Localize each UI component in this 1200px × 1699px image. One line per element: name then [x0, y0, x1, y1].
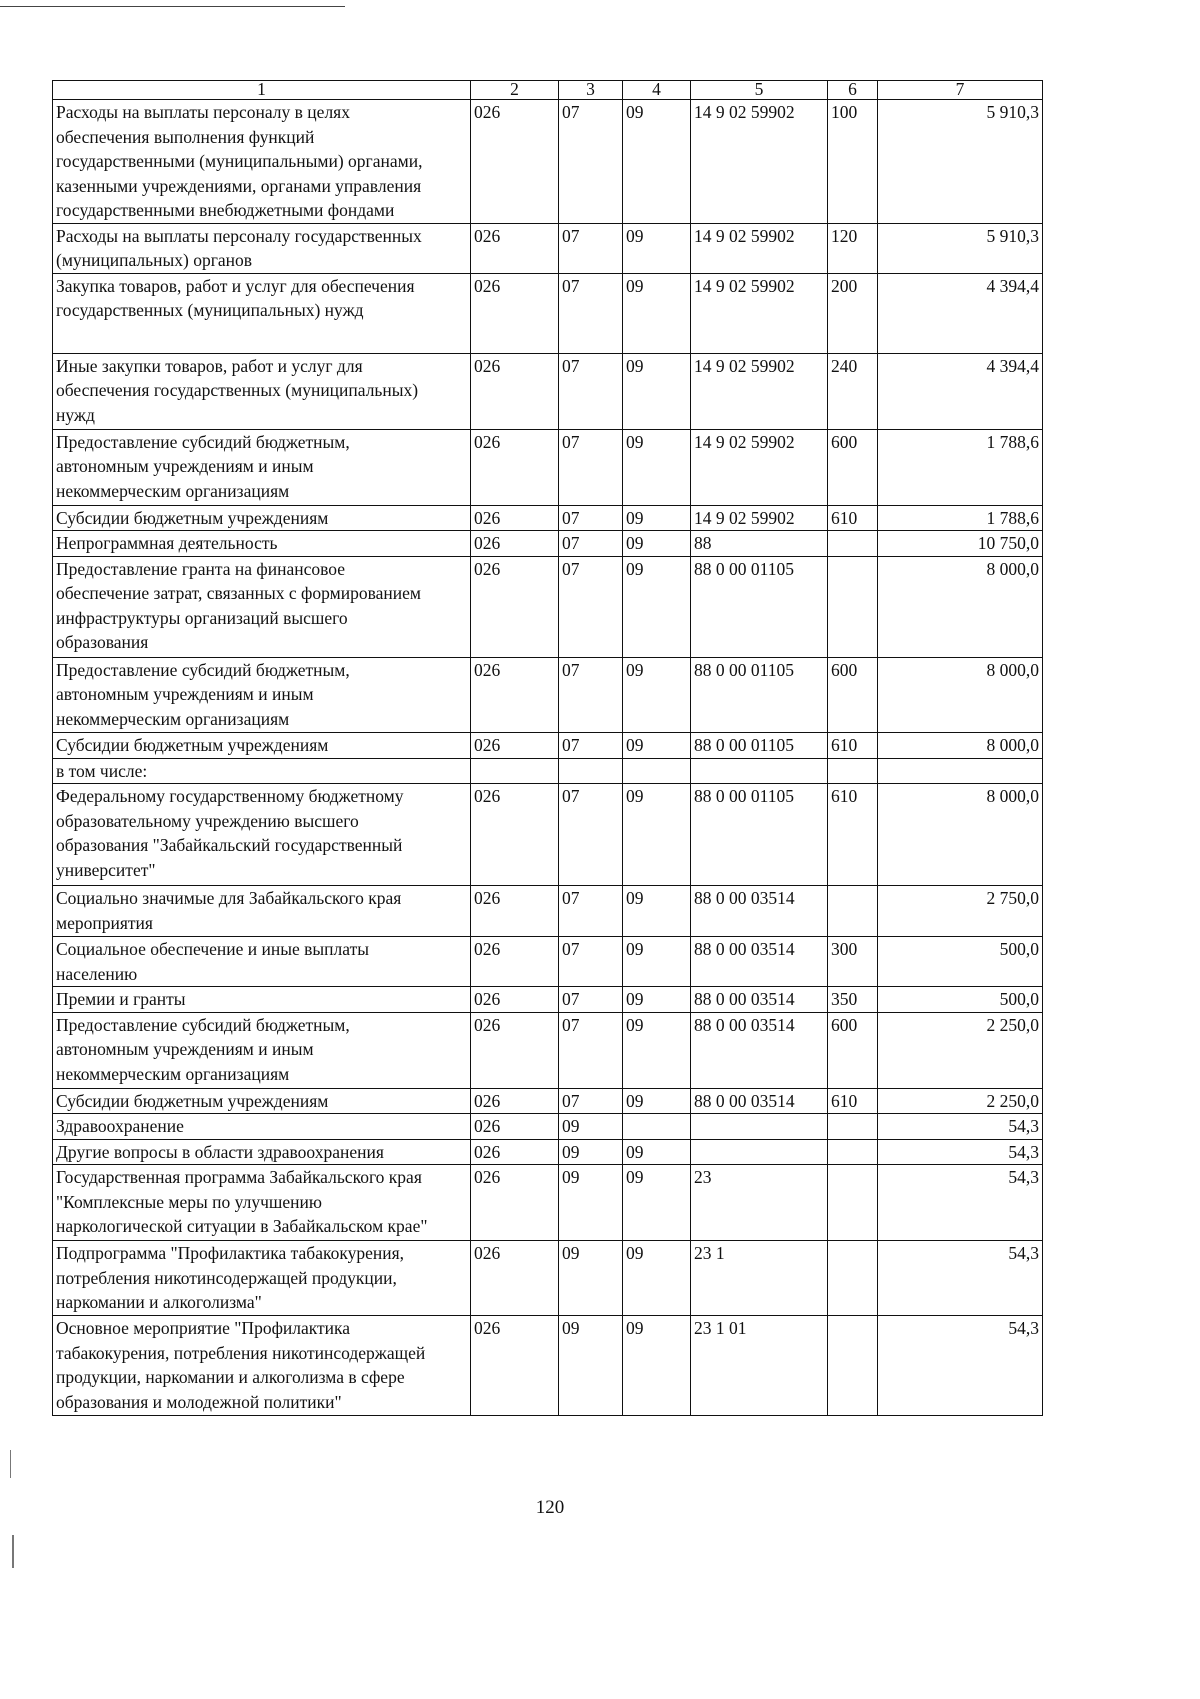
subsection-code-cell: 09	[623, 531, 691, 557]
row-name-cell: Расходы на выплаты персоналу государственных (муниципальных) органов	[53, 223, 471, 273]
target-article-cell: 88 0 00 03514	[691, 886, 828, 937]
expense-type-cell: 600	[828, 657, 878, 732]
expense-type-cell: 300	[828, 937, 878, 987]
subsection-code-cell: 09	[623, 1012, 691, 1088]
grbs-code-cell: 026	[471, 1088, 559, 1114]
section-code-cell: 07	[559, 886, 623, 937]
section-code-cell: 09	[559, 1165, 623, 1241]
expense-type-cell	[828, 758, 878, 784]
target-article-cell: 88 0 00 01105	[691, 732, 828, 758]
grbs-code-cell: 026	[471, 1012, 559, 1088]
column-header: 1	[53, 81, 471, 100]
row-name-cell: Социальное обеспечение и иные выплаты населению	[53, 937, 471, 987]
row-name-cell: Премии и гранты	[53, 987, 471, 1013]
subsection-code-cell: 09	[623, 1165, 691, 1241]
subsection-code-cell: 09	[623, 223, 691, 273]
grbs-code-cell: 026	[471, 1165, 559, 1241]
target-article-cell: 14 9 02 59902	[691, 100, 828, 224]
grbs-code-cell: 026	[471, 1139, 559, 1165]
row-name-cell: Социально значимые для Забайкальского края мероприятия	[53, 886, 471, 937]
subsection-code-cell: 09	[623, 100, 691, 224]
table-row	[53, 732, 1043, 758]
table-row	[53, 531, 1043, 557]
section-code-cell: 07	[559, 505, 623, 531]
section-code-cell: 07	[559, 784, 623, 886]
subsection-code-cell	[623, 758, 691, 784]
row-name-cell: Федеральному государственному бюджетному образовательному учреждению высшего образования "Забайкальский государственный университет"	[53, 784, 471, 886]
table-row	[53, 987, 1043, 1013]
column-header: 3	[559, 81, 623, 100]
table-row	[53, 353, 1043, 429]
target-article-cell: 23	[691, 1165, 828, 1241]
target-article-cell: 14 9 02 59902	[691, 505, 828, 531]
amount-cell: 5 910,3	[878, 223, 1043, 273]
grbs-code-cell: 026	[471, 273, 559, 353]
section-code-cell: 07	[559, 273, 623, 353]
row-name-cell: Предоставление субсидий бюджетным, автономным учреждениям и иным некоммерческим организациям	[53, 429, 471, 505]
table-row	[53, 1139, 1043, 1165]
target-article-cell	[691, 1114, 828, 1140]
target-article-cell: 14 9 02 59902	[691, 353, 828, 429]
table-row	[53, 784, 1043, 886]
section-code-cell: 09	[559, 1139, 623, 1165]
grbs-code-cell: 026	[471, 1114, 559, 1140]
header-row	[53, 81, 1043, 100]
subsection-code-cell: 09	[623, 657, 691, 732]
table-row	[53, 100, 1043, 224]
table-row	[53, 1241, 1043, 1316]
table-row	[53, 505, 1043, 531]
section-code-cell: 07	[559, 1088, 623, 1114]
section-code-cell: 07	[559, 223, 623, 273]
grbs-code-cell: 026	[471, 937, 559, 987]
table-row	[53, 1165, 1043, 1241]
grbs-code-cell: 026	[471, 531, 559, 557]
amount-cell: 1 788,6	[878, 429, 1043, 505]
expense-type-cell: 200	[828, 273, 878, 353]
section-code-cell: 07	[559, 100, 623, 224]
target-article-cell	[691, 1139, 828, 1165]
subsection-code-cell: 09	[623, 732, 691, 758]
subsection-code-cell: 09	[623, 429, 691, 505]
section-code-cell: 09	[559, 1316, 623, 1416]
grbs-code-cell: 026	[471, 100, 559, 224]
amount-cell: 500,0	[878, 937, 1043, 987]
section-code-cell: 09	[559, 1114, 623, 1140]
grbs-code-cell: 026	[471, 353, 559, 429]
expense-type-cell: 600	[828, 1012, 878, 1088]
target-article-cell: 88 0 00 01105	[691, 556, 828, 657]
target-article-cell: 23 1 01	[691, 1316, 828, 1416]
subsection-code-cell: 09	[623, 1241, 691, 1316]
section-code-cell: 07	[559, 657, 623, 732]
amount-cell	[878, 758, 1043, 784]
expense-type-cell: 100	[828, 100, 878, 224]
row-name-cell: Государственная программа Забайкальского края "Комплексные меры по улучшению наркологической ситуации в Забайкальском крае"	[53, 1165, 471, 1241]
expense-type-cell: 120	[828, 223, 878, 273]
amount-cell: 500,0	[878, 987, 1043, 1013]
row-name-cell: Иные закупки товаров, работ и услуг для обеспечения государственных (муниципальных) нужд	[53, 353, 471, 429]
grbs-code-cell: 026	[471, 429, 559, 505]
target-article-cell: 14 9 02 59902	[691, 273, 828, 353]
amount-cell: 8 000,0	[878, 556, 1043, 657]
table-row	[53, 1088, 1043, 1114]
target-article-cell: 88 0 00 01105	[691, 657, 828, 732]
amount-cell: 1 788,6	[878, 505, 1043, 531]
row-name-cell: Субсидии бюджетным учреждениям	[53, 505, 471, 531]
expense-type-cell: 240	[828, 353, 878, 429]
scan-edge-mark	[12, 1535, 14, 1568]
target-article-cell: 88 0 00 03514	[691, 987, 828, 1013]
amount-cell: 54,3	[878, 1316, 1043, 1416]
amount-cell: 8 000,0	[878, 657, 1043, 732]
section-code-cell: 07	[559, 353, 623, 429]
grbs-code-cell: 026	[471, 657, 559, 732]
table-row	[53, 886, 1043, 937]
expense-type-cell: 610	[828, 784, 878, 886]
amount-cell: 8 000,0	[878, 732, 1043, 758]
subsection-code-cell: 09	[623, 556, 691, 657]
amount-cell: 5 910,3	[878, 100, 1043, 224]
row-name-cell: Расходы на выплаты персоналу в целях обеспечения выполнения функций государственными (муниципальными) органами, казенными учреждениями, органами управления государственными внебюджетными фондами	[53, 100, 471, 224]
expense-type-cell	[828, 1139, 878, 1165]
grbs-code-cell: 026	[471, 556, 559, 657]
table-row	[53, 223, 1043, 273]
expense-type-cell: 610	[828, 1088, 878, 1114]
subsection-code-cell: 09	[623, 987, 691, 1013]
subsection-code-cell: 09	[623, 353, 691, 429]
subsection-code-cell: 09	[623, 1139, 691, 1165]
table-row	[53, 937, 1043, 987]
amount-cell: 8 000,0	[878, 784, 1043, 886]
expense-type-cell	[828, 1316, 878, 1416]
section-code-cell: 07	[559, 987, 623, 1013]
expense-type-cell	[828, 1241, 878, 1316]
target-article-cell	[691, 758, 828, 784]
grbs-code-cell: 026	[471, 1316, 559, 1416]
amount-cell: 54,3	[878, 1165, 1043, 1241]
table-row	[53, 1114, 1043, 1140]
subsection-code-cell: 09	[623, 937, 691, 987]
expense-type-cell: 610	[828, 732, 878, 758]
table-row	[53, 758, 1043, 784]
row-name-cell: Предоставление субсидий бюджетным, автономным учреждениям и иным некоммерческим организациям	[53, 1012, 471, 1088]
target-article-cell: 88 0 00 03514	[691, 1088, 828, 1114]
grbs-code-cell: 026	[471, 1241, 559, 1316]
row-name-cell: Основное мероприятие "Профилактика табакокурения, потребления никотинсодержащей продукции, наркомании и алкоголизма в сфере образования и молодежной политики"	[53, 1316, 471, 1416]
expense-type-cell	[828, 556, 878, 657]
grbs-code-cell: 026	[471, 886, 559, 937]
expense-type-cell	[828, 531, 878, 557]
amount-cell: 4 394,4	[878, 353, 1043, 429]
scan-top-line	[0, 6, 345, 7]
table-row	[53, 1316, 1043, 1416]
grbs-code-cell: 026	[471, 987, 559, 1013]
table-row	[53, 273, 1043, 353]
grbs-code-cell: 026	[471, 505, 559, 531]
expense-type-cell	[828, 1165, 878, 1241]
section-code-cell	[559, 758, 623, 784]
row-name-cell: Субсидии бюджетным учреждениям	[53, 732, 471, 758]
table-row	[53, 657, 1043, 732]
section-code-cell: 09	[559, 1241, 623, 1316]
amount-cell: 10 750,0	[878, 531, 1043, 557]
row-name-cell: Подпрограмма "Профилактика табакокурения, потребления никотинсодержащей продукции, наркомании и алкоголизма"	[53, 1241, 471, 1316]
section-code-cell: 07	[559, 429, 623, 505]
column-header: 7	[878, 81, 1043, 100]
target-article-cell: 88 0 00 01105	[691, 784, 828, 886]
row-name-cell: Другие вопросы в области здравоохранения	[53, 1139, 471, 1165]
target-article-cell: 88	[691, 531, 828, 557]
column-header: 2	[471, 81, 559, 100]
amount-cell: 54,3	[878, 1114, 1043, 1140]
section-code-cell: 07	[559, 732, 623, 758]
row-name-cell: Субсидии бюджетным учреждениям	[53, 1088, 471, 1114]
subsection-code-cell: 09	[623, 273, 691, 353]
expense-type-cell	[828, 886, 878, 937]
target-article-cell: 23 1	[691, 1241, 828, 1316]
expense-type-cell	[828, 1114, 878, 1140]
amount-cell: 2 250,0	[878, 1088, 1043, 1114]
section-code-cell: 07	[559, 556, 623, 657]
amount-cell: 2 250,0	[878, 1012, 1043, 1088]
section-code-cell: 07	[559, 531, 623, 557]
table-row	[53, 556, 1043, 657]
amount-cell: 2 750,0	[878, 886, 1043, 937]
grbs-code-cell: 026	[471, 223, 559, 273]
subsection-code-cell: 09	[623, 784, 691, 886]
subsection-code-cell: 09	[623, 886, 691, 937]
row-name-cell: Непрограммная деятельность	[53, 531, 471, 557]
expense-type-cell: 610	[828, 505, 878, 531]
target-article-cell: 14 9 02 59902	[691, 223, 828, 273]
table-row	[53, 1012, 1043, 1088]
amount-cell: 4 394,4	[878, 273, 1043, 353]
target-article-cell: 88 0 00 03514	[691, 1012, 828, 1088]
column-header: 4	[623, 81, 691, 100]
table-row	[53, 429, 1043, 505]
row-name-cell: Здравоохранение	[53, 1114, 471, 1140]
section-code-cell: 07	[559, 937, 623, 987]
grbs-code-cell: 026	[471, 784, 559, 886]
budget-table	[52, 80, 1043, 1416]
row-name-cell: Предоставление гранта на финансовое обеспечение затрат, связанных с формированием инфраструктуры организаций высшего образования	[53, 556, 471, 657]
target-article-cell: 88 0 00 03514	[691, 937, 828, 987]
page-number: 120	[535, 1497, 565, 1518]
row-name-cell: Предоставление субсидий бюджетным, автономным учреждениям и иным некоммерческим организациям	[53, 657, 471, 732]
section-code-cell: 07	[559, 1012, 623, 1088]
grbs-code-cell	[471, 758, 559, 784]
column-header: 5	[691, 81, 828, 100]
expense-type-cell: 600	[828, 429, 878, 505]
amount-cell: 54,3	[878, 1241, 1043, 1316]
expense-type-cell: 350	[828, 987, 878, 1013]
column-header: 6	[828, 81, 878, 100]
amount-cell: 54,3	[878, 1139, 1043, 1165]
row-name-cell: Закупка товаров, работ и услуг для обеспечения государственных (муниципальных) нужд	[53, 273, 471, 353]
scan-edge-mark	[10, 1450, 11, 1478]
subsection-code-cell: 09	[623, 1316, 691, 1416]
subsection-code-cell	[623, 1114, 691, 1140]
subsection-code-cell: 09	[623, 505, 691, 531]
target-article-cell: 14 9 02 59902	[691, 429, 828, 505]
grbs-code-cell: 026	[471, 732, 559, 758]
subsection-code-cell: 09	[623, 1088, 691, 1114]
row-name-cell: в том числе:	[53, 758, 471, 784]
